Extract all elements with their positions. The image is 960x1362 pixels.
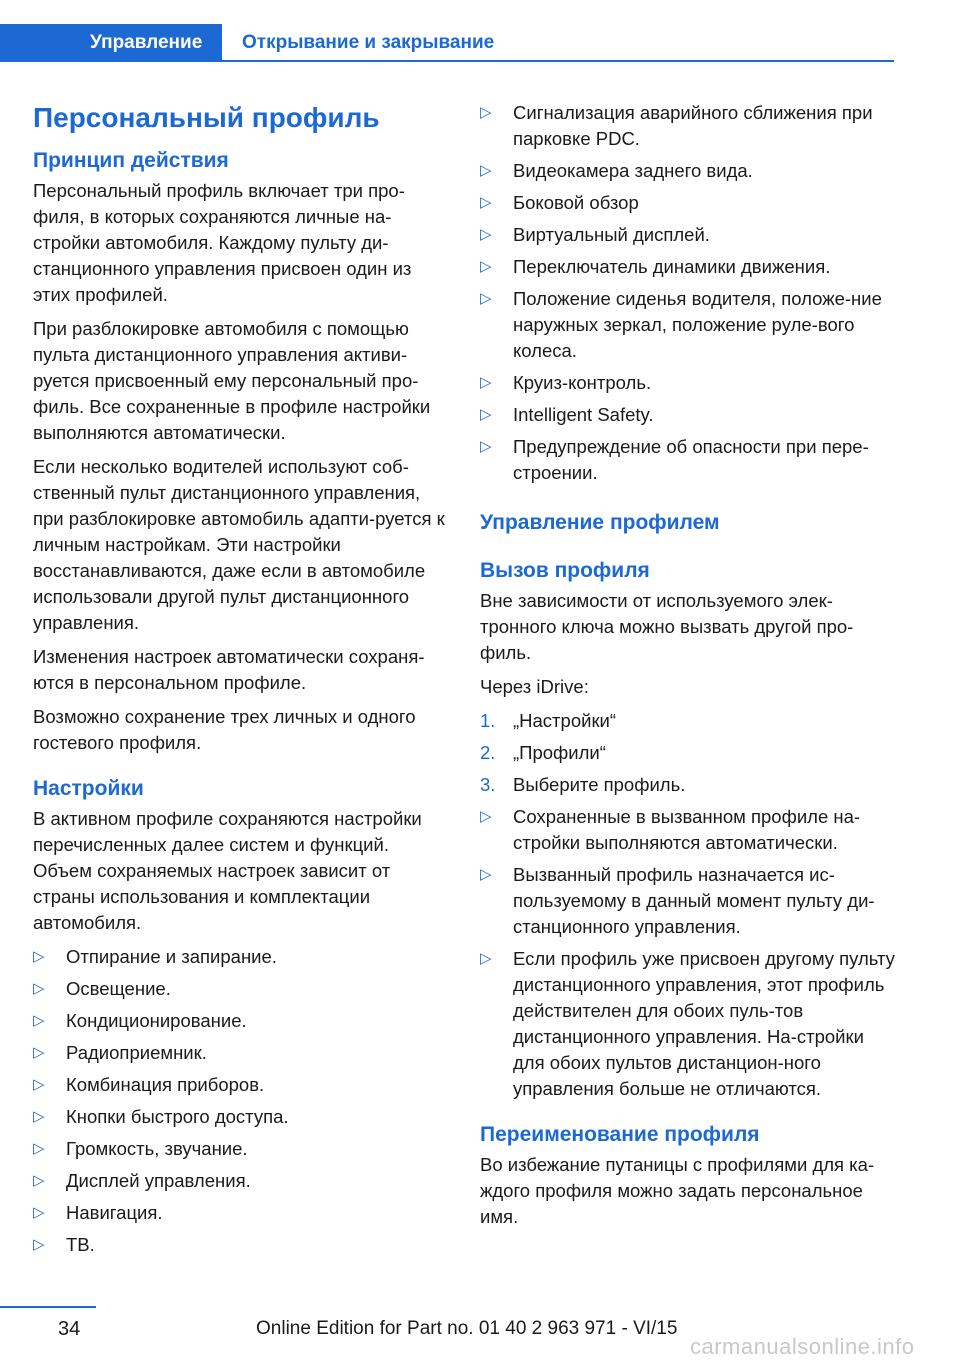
principle-paragraph: Возможно сохранение трех личных и одного гостевого профиля.: [33, 706, 416, 753]
list-item: ▷ Виртуальный дисплей.: [480, 222, 896, 248]
chapter-tab: Открывание и закрывание: [242, 32, 495, 53]
triangle-right-icon: ▷: [33, 980, 45, 997]
header-rule: [222, 60, 894, 62]
list-item: ▷ Сигнализация аварийного сближения при парковке PDC.: [480, 102, 873, 149]
call-profile-heading: Вызов профиля: [480, 559, 650, 582]
list-item: ▷ ТВ.: [33, 1232, 449, 1258]
step-item: 2. „Профили“: [480, 742, 606, 763]
list-item: ▷ Громкость, звучание.: [33, 1136, 449, 1162]
call-notes-list: [480, 804, 896, 1102]
list-item: ▷ Дисплей управления.: [33, 1168, 449, 1194]
via-idrive-text: Через iDrive:: [480, 676, 589, 697]
list-item: ▷ Кнопки быстрого доступа.: [33, 1104, 449, 1130]
rename-profile-heading: Переименование профиля: [480, 1123, 760, 1146]
triangle-right-icon: ▷: [480, 290, 492, 307]
list-item: ▷ Отпирание и запирание.: [33, 944, 449, 970]
triangle-right-icon: ▷: [480, 374, 492, 391]
triangle-right-icon: ▷: [33, 1172, 45, 1189]
settings-intro: В активном профиле сохраняются настройки перечисленных далее систем и функций. Объем сохраняемых настроек зависит от страны использования и комплектации автомобиля.: [33, 808, 422, 933]
steps-list: [480, 708, 896, 798]
triangle-right-icon: ▷: [33, 1140, 45, 1157]
list-item: ▷ Предупреждение об опасности при пере-строении.: [480, 436, 869, 483]
triangle-right-icon: ▷: [480, 258, 492, 275]
list-item: ▷ Навигация.: [33, 1200, 449, 1226]
list-item: ▷ Intelligent Safety.: [480, 402, 896, 428]
list-item: ▷ Боковой обзор: [480, 190, 896, 216]
settings-list: [33, 944, 449, 1258]
list-item: ▷ Вызванный профиль назначается ис-пользуемому в данный момент пульту ди-станционного управления.: [480, 864, 875, 937]
list-item: ▷ Кондиционирование.: [33, 1008, 449, 1034]
list-item: ▷ Комбинация приборов.: [33, 1072, 449, 1098]
page-title: Персональный профиль: [33, 102, 380, 133]
triangle-right-icon: ▷: [33, 1044, 45, 1061]
list-item: ▷ Сохраненные в вызванном профиле на-стройки выполняются автоматически.: [480, 806, 861, 853]
triangle-right-icon: ▷: [33, 1204, 45, 1221]
triangle-right-icon: ▷: [480, 104, 492, 121]
triangle-right-icon: ▷: [480, 194, 492, 211]
triangle-right-icon: ▷: [480, 406, 492, 423]
call-profile-paragraph: Вне зависимости от используемого элек-тронного ключа можно вызвать другой про-филь.: [480, 590, 854, 663]
list-item: ▷ Переключатель динамики движения.: [480, 254, 896, 280]
triangle-right-icon: ▷: [33, 1108, 45, 1125]
list-item: ▷ Круиз-контроль.: [480, 370, 896, 396]
edition-text: Online Edition for Part no. 01 40 2 963 971 - VI/15: [256, 1318, 678, 1339]
page-number: 34: [58, 1318, 81, 1340]
triangle-right-icon: ▷: [480, 226, 492, 243]
principle-heading: Принцип действия: [33, 149, 229, 172]
step-item: 3. Выберите профиль.: [480, 774, 686, 795]
principle-paragraph: Персональный профиль включает три про-филя, в которых сохраняются личные на-стройки автомобиля. Каждому пульту ди-станционного управления присвоен один из этих профилей.: [33, 180, 412, 305]
triangle-right-icon: ▷: [480, 866, 492, 883]
footer-rule: [0, 1306, 96, 1308]
list-item: ▷ Освещение.: [33, 976, 449, 1002]
principle-paragraph: При разблокировке автомобиля с помощью пульта дистанционного управления активи-руется присвоенный ему персональный про-филь. Все сохраненные в профиле настройки выполняются автоматически.: [33, 318, 431, 443]
triangle-right-icon: ▷: [480, 808, 492, 825]
triangle-right-icon: ▷: [480, 950, 492, 967]
watermark: carmanualsonline.info: [690, 1334, 915, 1359]
triangle-right-icon: ▷: [33, 948, 45, 965]
list-item: ▷ Если профиль уже присвоен другому пульту дистанционного управления, этот профиль действителен для обоих пуль-тов дистанционного управления. На-стройки для обоих пультов дистанцион-ного управления больше не отличаются.: [480, 948, 895, 1099]
triangle-right-icon: ▷: [33, 1076, 45, 1093]
left-column: [33, 98, 449, 1264]
triangle-right-icon: ▷: [33, 1012, 45, 1029]
list-item: ▷ Радиоприемник.: [33, 1040, 449, 1066]
rename-profile-paragraph: Во избежание путаницы с профилями для ка-ждого профиля можно задать персональное имя.: [480, 1154, 875, 1227]
settings-heading: Настройки: [33, 777, 144, 800]
section-tab: Управление: [0, 24, 222, 62]
list-item: ▷ Положение сиденья водителя, положе-ние наружных зеркал, положение руле-вого колеса.: [480, 288, 882, 361]
list-item: ▷ Видеокамера заднего вида.: [480, 158, 896, 184]
principle-paragraph: Изменения настроек автоматически сохраня-ются в персональном профиле.: [33, 646, 425, 693]
triangle-right-icon: ▷: [480, 438, 492, 455]
triangle-right-icon: ▷: [480, 162, 492, 179]
settings-list-continued: [480, 100, 896, 486]
right-column: [480, 100, 896, 1238]
triangle-right-icon: ▷: [33, 1236, 45, 1253]
step-item: 1. „Настройки“: [480, 710, 617, 731]
principle-paragraph: Если несколько водителей используют соб-ственный пульт дистанционного управления, при разблокировке автомобиль адапти-руется к личным настройкам. Эти настройки восстанавливаются, даже если в автомобиле использовали другой пульт дистанционного управления.: [33, 456, 445, 633]
profile-management-heading: Управление профилем: [480, 511, 720, 534]
